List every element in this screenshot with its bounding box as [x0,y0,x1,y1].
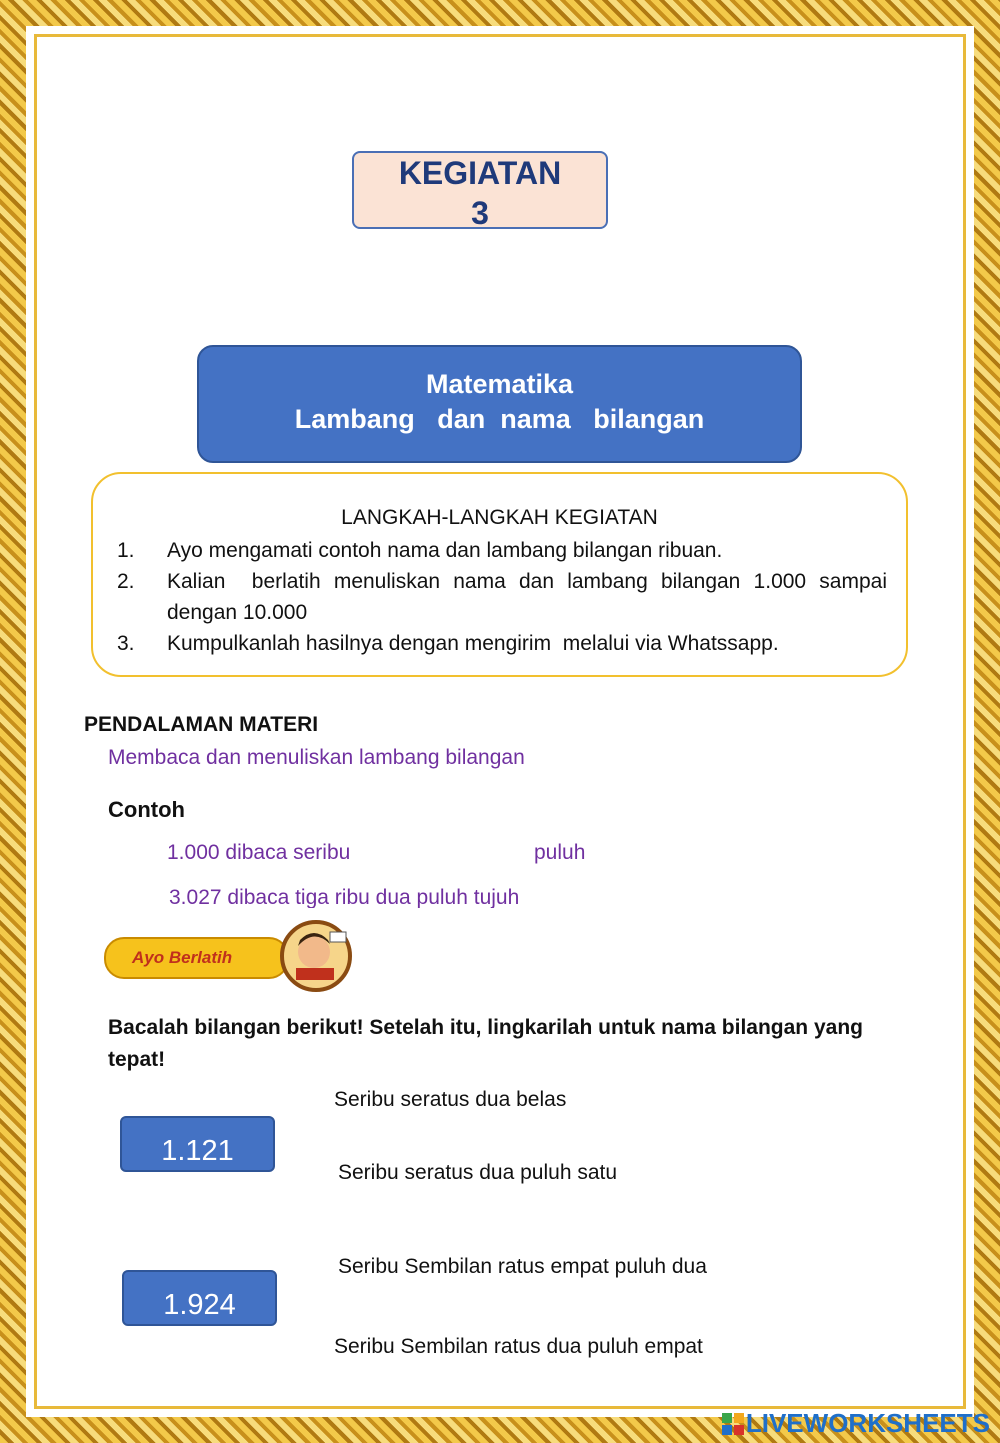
activity-title-box [352,151,608,229]
steps-title: LANGKAH-LANGKAH KEGIATAN [341,506,658,529]
answer-option[interactable]: Seribu Sembilan ratus dua puluh empat [334,1335,703,1358]
student-reading-icon [270,918,360,994]
section-subheading: Membaca dan menuliskan lambang bilangan [108,746,525,769]
section-heading: PENDALAMAN MATERI [84,713,319,736]
example-1: 1.000 dibaca seribu [167,841,351,864]
example-2: 3.027 dibaca tiga ribu dua puluh tujuh [169,886,520,908]
step-text: Ayo mengamati contoh nama dan lambang bilangan ribuan. [167,539,723,562]
practice-badge: Ayo Berlatih [104,937,289,979]
step-number: 3. [117,632,135,655]
activity-title-line1: KEGIATAN [398,155,562,191]
steps-box [91,472,908,677]
answer-option[interactable]: Seribu Sembilan ratus empat puluh dua [338,1255,707,1278]
liveworksheets-logo [722,1408,990,1439]
step-text: Kumpulkanlah hasilnya dengan mengirim melalui via Whatssapp. [167,632,779,655]
liveworksheets-grid-icon [722,1413,744,1435]
practice-instruction: Bacalah bilangan berikut! Setelah itu, lingkarilah untuk nama bilangan yang tepat! [108,1016,863,1071]
answer-option[interactable]: Seribu seratus dua puluh satu [338,1161,618,1184]
step-number: 2. [117,570,135,593]
activity-title-line2: 3 [471,195,489,231]
subject-line2: Lambang dan nama bilangan [294,404,705,434]
subject-banner [197,345,802,463]
step-text: Kalian berlatih menuliskan nama dan lambang bilangan 1.000 sampai dengan 10.000 [167,570,893,624]
example-label: Contoh [108,797,185,822]
example-1-suffix: puluh [534,841,586,864]
number-box: 1.924 [122,1270,277,1326]
subject-line1: Matematika [425,369,574,399]
answer-option[interactable]: Seribu seratus dua belas [334,1088,567,1111]
number-box: 1.121 [120,1116,275,1172]
step-number: 1. [117,539,135,562]
brand-text: LIVEWORKSHEETS [745,1408,990,1438]
